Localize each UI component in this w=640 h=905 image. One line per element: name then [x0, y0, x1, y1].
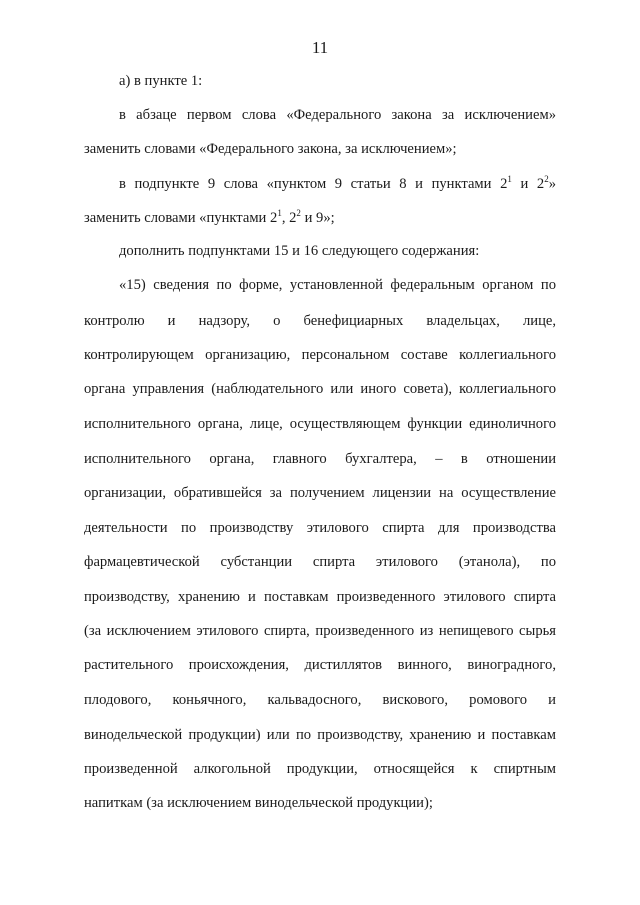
paragraph-line: плодового, коньячного, кальвадосного, вискового, ромового и — [84, 692, 556, 708]
paragraph-line: деятельности по производству этилового спирта для производства — [84, 520, 556, 536]
line-text: в подпункте 9 слова «пунктом 9 статьи 8 и пунктами 2 — [119, 176, 508, 192]
line-text: и 2 — [511, 176, 545, 192]
superscript: 1 — [277, 208, 282, 218]
line-text: , 2 — [281, 210, 297, 226]
line-text: заменить словами «пунктами 2 — [84, 210, 278, 226]
paragraph-line: напиткам (за исключением винодельческой продукции); — [84, 795, 433, 811]
paragraph-line: (за исключением этилового спирта, произведенного из непищевого сырья — [84, 623, 556, 639]
superscript: 2 — [296, 208, 301, 218]
paragraph-line: произведенной алкогольной продукции, относящейся к спиртным — [84, 761, 556, 777]
paragraph-line — [84, 209, 556, 227]
paragraph-line: организации, обратившейся за получением лицензии на осуществление — [84, 485, 556, 501]
paragraph-line: фармацевтической субстанции спирта этилового (этанола), по — [84, 554, 556, 570]
page-number: 11 — [311, 38, 329, 57]
superscript: 1 — [507, 174, 512, 184]
paragraph-line: исполнительного органа, главного бухгалтера, – в отношении — [84, 451, 556, 467]
paragraph-line: контролю и надзору, о бенефициарных владельцах, лице, — [84, 313, 556, 329]
paragraph-line: в абзаце первом слова «Федерального закона за исключением» — [119, 107, 556, 123]
line-text: » — [548, 176, 557, 192]
paragraph-line: производству, хранению и поставкам произведенного этилового спирта — [84, 589, 556, 605]
subitem-a-heading: а) в пункте 1: — [119, 73, 203, 89]
paragraph-line: дополнить подпунктами 15 и 16 следующего содержания: — [119, 243, 480, 259]
paragraph-line: «15) сведения по форме, установленной федеральным органом по — [119, 277, 556, 293]
paragraph-line: растительного происхождения, дистиллятов винного, виноградного, — [84, 657, 556, 673]
paragraph-line: органа управления (наблюдательного или иного совета), коллегиального — [84, 381, 556, 397]
line-text: и 9»; — [300, 210, 335, 226]
paragraph-line: контролирующем организацию, персональном составе коллегиального — [84, 347, 556, 363]
paragraph-line: исполнительного органа, лице, осуществляющем функции единоличного — [84, 416, 556, 432]
paragraph-line: заменить словами «Федерального закона, за исключением»; — [84, 141, 457, 157]
paragraph-line — [119, 175, 556, 193]
paragraph-line: винодельческой продукции) или по производству, хранению и поставкам — [84, 727, 556, 743]
superscript: 2 — [544, 174, 549, 184]
